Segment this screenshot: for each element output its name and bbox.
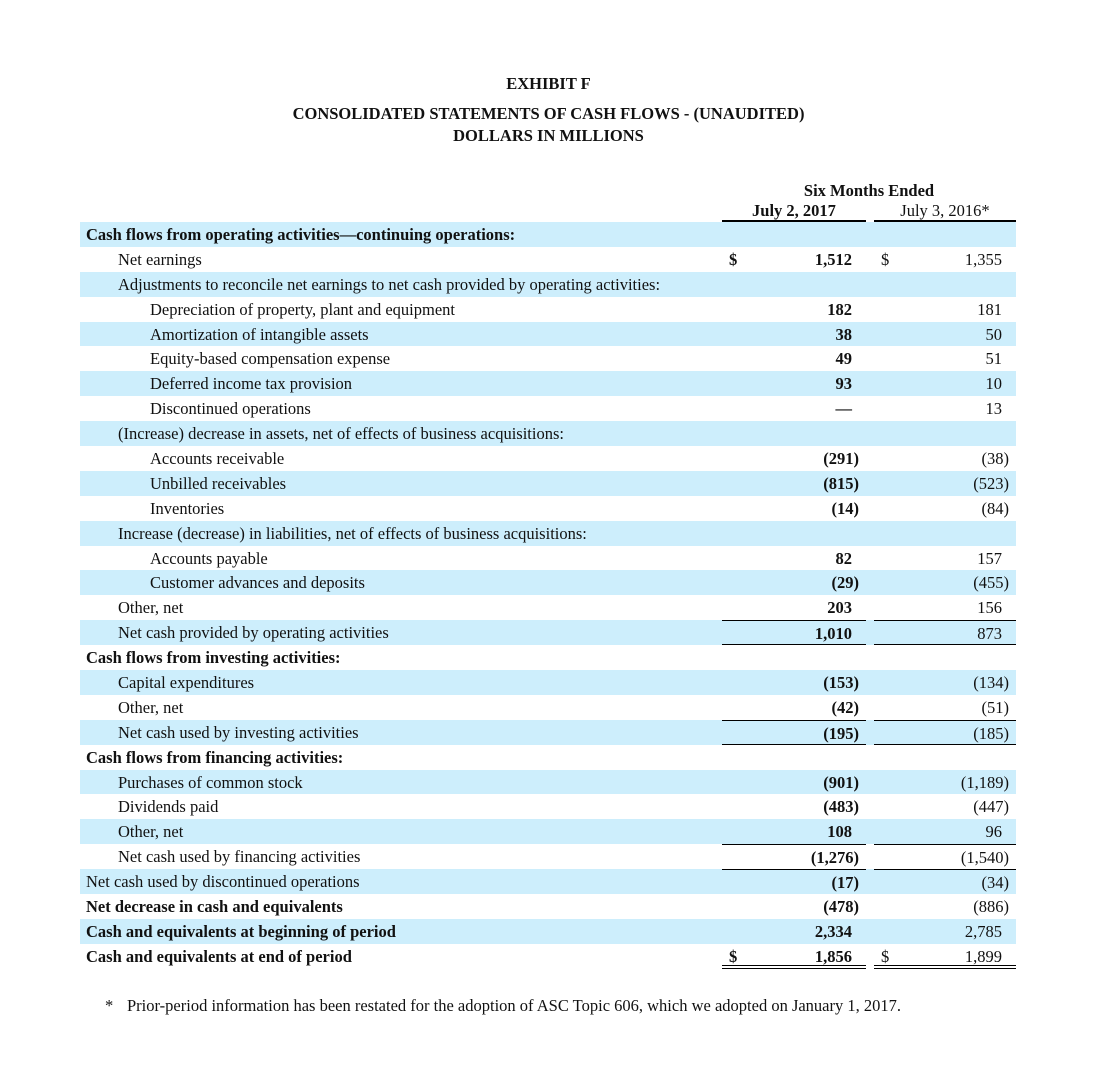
value-cell-2016 bbox=[874, 620, 1016, 645]
value-cell-2017 bbox=[722, 570, 866, 595]
table-row bbox=[80, 695, 1016, 720]
value-cell-2016 bbox=[874, 695, 1016, 720]
row-label: Other, net bbox=[118, 697, 184, 717]
value-cell-2017 bbox=[722, 521, 866, 546]
statement-title: CONSOLIDATED STATEMENTS OF CASH FLOWS - (UNAUDITED) bbox=[292, 104, 805, 123]
row-label: Dividends paid bbox=[118, 797, 219, 817]
value-cell-2017 bbox=[722, 396, 866, 421]
row-label: Net decrease in cash and equivalents bbox=[86, 897, 343, 917]
table-row bbox=[80, 919, 1016, 944]
column-header-2016: July 3, 2016* bbox=[874, 201, 1016, 222]
cell-value: 2,334 bbox=[814, 921, 852, 941]
value-cell-2016 bbox=[874, 894, 1016, 919]
value-cell-2016 bbox=[874, 297, 1016, 322]
cash-flow-table bbox=[80, 222, 1016, 969]
table-row bbox=[80, 570, 1016, 595]
value-cell-2017 bbox=[722, 645, 866, 670]
currency-symbol: $ bbox=[881, 249, 890, 269]
row-label: Net earnings bbox=[118, 249, 202, 269]
value-cell-2017 bbox=[722, 894, 866, 919]
cell-value: 50 bbox=[985, 324, 1002, 344]
value-cell-2017 bbox=[722, 272, 866, 297]
cell-value: (1,189) bbox=[960, 772, 1009, 792]
table-row bbox=[80, 894, 1016, 919]
cell-value: (1,276) bbox=[810, 848, 859, 868]
value-cell-2017 bbox=[722, 297, 866, 322]
cell-value: (153) bbox=[823, 673, 859, 693]
value-cell-2017 bbox=[722, 944, 866, 969]
cell-value: 2,785 bbox=[964, 921, 1002, 941]
value-cell-2016 bbox=[874, 819, 1016, 844]
table-row bbox=[80, 546, 1016, 571]
value-cell-2017 bbox=[722, 371, 866, 396]
value-cell-2017 bbox=[722, 720, 866, 745]
value-cell-2016 bbox=[874, 844, 1016, 869]
value-cell-2016 bbox=[874, 247, 1016, 272]
cell-value: 1,010 bbox=[814, 624, 852, 644]
row-label: Other, net bbox=[118, 598, 184, 618]
value-cell-2017 bbox=[722, 919, 866, 944]
table-row bbox=[80, 371, 1016, 396]
table-row bbox=[80, 670, 1016, 695]
cell-value: 13 bbox=[985, 399, 1002, 419]
row-label: Customer advances and deposits bbox=[150, 573, 365, 593]
row-label: Capital expenditures bbox=[118, 673, 255, 693]
table-row bbox=[80, 944, 1016, 969]
cell-value: 82 bbox=[835, 548, 852, 568]
cell-value: (455) bbox=[973, 573, 1009, 593]
cell-value: (483) bbox=[823, 797, 859, 817]
table-row bbox=[80, 844, 1016, 869]
value-cell-2017 bbox=[722, 546, 866, 571]
cell-value: 203 bbox=[827, 598, 852, 618]
table-row bbox=[80, 645, 1016, 670]
table-row bbox=[80, 322, 1016, 347]
value-cell-2017 bbox=[722, 819, 866, 844]
table-row bbox=[80, 247, 1016, 272]
cell-value: 93 bbox=[835, 374, 852, 394]
value-cell-2016 bbox=[874, 371, 1016, 396]
cell-value: (291) bbox=[823, 449, 859, 469]
table-row bbox=[80, 272, 1016, 297]
value-cell-2016 bbox=[874, 446, 1016, 471]
table-row bbox=[80, 222, 1016, 247]
cell-value: (134) bbox=[973, 673, 1009, 693]
row-label: (Increase) decrease in assets, net of effects of business acquisitions: bbox=[118, 424, 564, 444]
row-label: Net cash used by investing activities bbox=[118, 722, 359, 742]
value-cell-2016 bbox=[874, 869, 1016, 894]
cell-value: (901) bbox=[823, 772, 859, 792]
units-subtitle: DOLLARS IN MILLIONS bbox=[453, 126, 644, 145]
value-cell-2016 bbox=[874, 944, 1016, 969]
footnote bbox=[105, 996, 901, 1016]
cell-value: 156 bbox=[977, 598, 1002, 618]
value-cell-2016 bbox=[874, 521, 1016, 546]
row-label: Depreciation of property, plant and equipment bbox=[150, 299, 455, 319]
value-cell-2017 bbox=[722, 595, 866, 620]
cell-value: 10 bbox=[985, 374, 1002, 394]
currency-symbol: $ bbox=[729, 249, 738, 269]
table-row bbox=[80, 869, 1016, 894]
table-row bbox=[80, 297, 1016, 322]
value-cell-2017 bbox=[722, 471, 866, 496]
value-cell-2016 bbox=[874, 272, 1016, 297]
value-cell-2017 bbox=[722, 322, 866, 347]
cell-value: 873 bbox=[977, 624, 1002, 644]
table-row bbox=[80, 521, 1016, 546]
period-header: Six Months Ended bbox=[803, 181, 935, 200]
row-label: Net cash used by discontinued operations bbox=[86, 872, 360, 892]
value-cell-2017 bbox=[722, 770, 866, 795]
table-row bbox=[80, 745, 1016, 770]
row-label: Cash flows from financing activities: bbox=[86, 747, 344, 767]
table-row bbox=[80, 620, 1016, 645]
cell-value: 49 bbox=[835, 349, 852, 369]
value-cell-2017 bbox=[722, 844, 866, 869]
cell-value: (38) bbox=[981, 449, 1009, 469]
value-cell-2017 bbox=[722, 346, 866, 371]
value-cell-2017 bbox=[722, 421, 866, 446]
value-cell-2016 bbox=[874, 471, 1016, 496]
cell-value: 1,899 bbox=[964, 946, 1002, 966]
table-row bbox=[80, 396, 1016, 421]
footnote-text: Prior-period information has been restated for the adoption of ASC Topic 606, which we adopted on January 1, 2017. bbox=[127, 996, 902, 1015]
row-label: Unbilled receivables bbox=[150, 473, 287, 493]
row-label: Net cash used by financing activities bbox=[118, 847, 361, 867]
row-label: Cash and equivalents at end of period bbox=[86, 946, 352, 966]
cell-value: 96 bbox=[985, 822, 1002, 842]
row-label: Cash and equivalents at beginning of period bbox=[86, 921, 396, 941]
cell-value: 38 bbox=[835, 324, 852, 344]
value-cell-2017 bbox=[722, 670, 866, 695]
row-label: Cash flows from investing activities: bbox=[86, 648, 341, 668]
cell-value: 1,856 bbox=[814, 946, 852, 966]
cell-value: (1,540) bbox=[960, 848, 1009, 868]
value-cell-2016 bbox=[874, 720, 1016, 745]
row-label: Equity-based compensation expense bbox=[150, 349, 391, 369]
row-label: Inventories bbox=[150, 498, 225, 518]
cell-value: (447) bbox=[973, 797, 1009, 817]
cell-value: (51) bbox=[981, 697, 1009, 717]
row-label: Net cash provided by operating activities bbox=[118, 623, 389, 643]
cell-value: (523) bbox=[973, 473, 1009, 493]
value-cell-2016 bbox=[874, 645, 1016, 670]
row-label: Other, net bbox=[118, 822, 184, 842]
cell-value: 51 bbox=[985, 349, 1002, 369]
row-label: Amortization of intangible assets bbox=[150, 324, 369, 344]
row-label: Purchases of common stock bbox=[118, 772, 303, 792]
table-row bbox=[80, 720, 1016, 745]
cell-value: (195) bbox=[823, 723, 859, 743]
cell-value: (17) bbox=[831, 873, 859, 893]
value-cell-2016 bbox=[874, 222, 1016, 247]
row-label: Discontinued operations bbox=[150, 399, 311, 419]
row-label: Deferred income tax provision bbox=[150, 374, 353, 394]
value-cell-2016 bbox=[874, 346, 1016, 371]
value-cell-2016 bbox=[874, 770, 1016, 795]
value-cell-2017 bbox=[722, 794, 866, 819]
value-cell-2016 bbox=[874, 546, 1016, 571]
currency-symbol: $ bbox=[881, 946, 890, 966]
exhibit-label: EXHIBIT F bbox=[506, 74, 591, 93]
cell-value: (29) bbox=[831, 573, 859, 593]
value-cell-2017 bbox=[722, 869, 866, 894]
value-cell-2017 bbox=[722, 247, 866, 272]
table-row bbox=[80, 496, 1016, 521]
value-cell-2016 bbox=[874, 396, 1016, 421]
table-row bbox=[80, 421, 1016, 446]
cell-value: 181 bbox=[977, 299, 1002, 319]
value-cell-2016 bbox=[874, 595, 1016, 620]
cell-value: — bbox=[835, 399, 852, 419]
table-row bbox=[80, 346, 1016, 371]
cell-value: (14) bbox=[831, 498, 859, 518]
value-cell-2016 bbox=[874, 421, 1016, 446]
value-cell-2016 bbox=[874, 794, 1016, 819]
cell-value: 157 bbox=[977, 548, 1002, 568]
cell-value: 182 bbox=[827, 299, 852, 319]
cell-value: (478) bbox=[823, 897, 859, 917]
table-row bbox=[80, 819, 1016, 844]
row-label: Accounts payable bbox=[150, 548, 268, 568]
value-cell-2017 bbox=[722, 695, 866, 720]
value-cell-2016 bbox=[874, 322, 1016, 347]
table-row bbox=[80, 446, 1016, 471]
cell-value: (815) bbox=[823, 473, 859, 493]
value-cell-2016 bbox=[874, 670, 1016, 695]
value-cell-2017 bbox=[722, 446, 866, 471]
value-cell-2016 bbox=[874, 745, 1016, 770]
row-label: Increase (decrease) in liabilities, net of effects of business acquisitions: bbox=[118, 523, 587, 543]
table-row bbox=[80, 770, 1016, 795]
cell-value: 1,355 bbox=[964, 249, 1002, 269]
row-label: Adjustments to reconcile net earnings to net cash provided by operating activities: bbox=[118, 274, 661, 294]
cell-value: (34) bbox=[981, 873, 1009, 893]
value-cell-2017 bbox=[722, 496, 866, 521]
cell-value: 1,512 bbox=[814, 249, 852, 269]
cell-value: (42) bbox=[831, 697, 859, 717]
table-row bbox=[80, 794, 1016, 819]
value-cell-2017 bbox=[722, 745, 866, 770]
cell-value: (886) bbox=[973, 897, 1009, 917]
value-cell-2016 bbox=[874, 919, 1016, 944]
currency-symbol: $ bbox=[729, 946, 738, 966]
row-label: Cash flows from operating activities—continuing operations: bbox=[86, 225, 516, 244]
value-cell-2016 bbox=[874, 570, 1016, 595]
cell-value: (185) bbox=[973, 723, 1009, 743]
cell-value: (84) bbox=[981, 498, 1009, 518]
table-row bbox=[80, 595, 1016, 620]
cell-value: 108 bbox=[827, 822, 852, 842]
column-header-2017: July 2, 2017 bbox=[722, 201, 866, 222]
value-cell-2017 bbox=[722, 222, 866, 247]
value-cell-2017 bbox=[722, 620, 866, 645]
footnote-marker: * bbox=[105, 996, 114, 1015]
row-label: Accounts receivable bbox=[150, 449, 285, 469]
value-cell-2016 bbox=[874, 496, 1016, 521]
table-row bbox=[80, 471, 1016, 496]
